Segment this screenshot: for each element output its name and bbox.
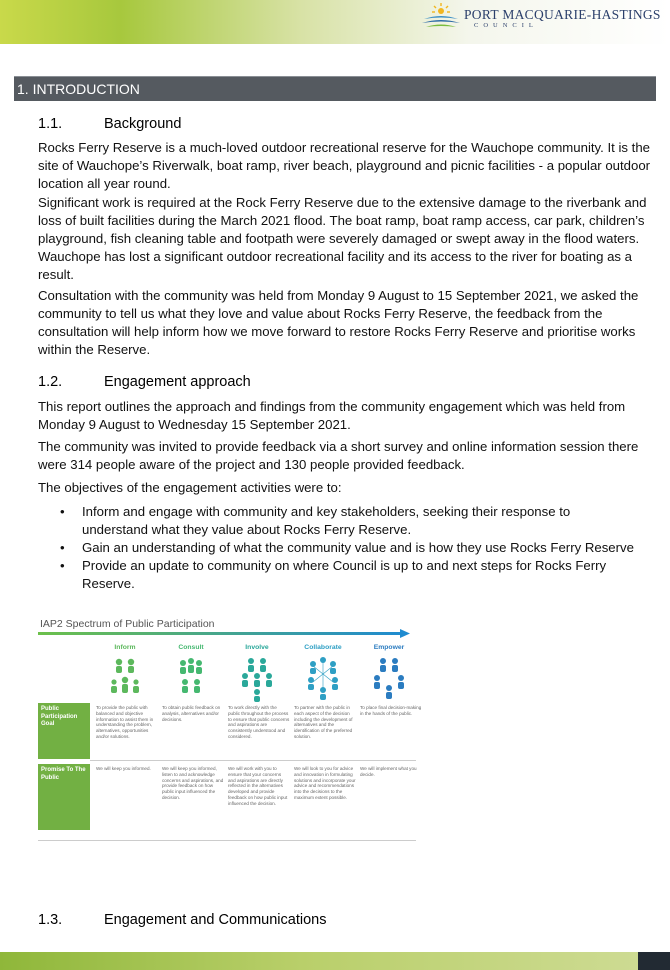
- iap2-title: IAP2 Spectrum of Public Participation: [40, 618, 215, 630]
- logo-sun-icon: [420, 2, 462, 30]
- goal-inform: To provide the public with balanced and objective information to assist them in understanding the problem, alternatives, opportunities and/or solutions.: [96, 705, 154, 739]
- promise-collaborate: We will look to you for advice and innovation in formulating solutions and incorporate your advice and recommendations into the decisions to the maximum extent possible.: [294, 766, 356, 800]
- heading-engagement-communications: [38, 912, 326, 928]
- heading-text: Background: [104, 116, 182, 132]
- list-item: • Gain an understanding of what the community value and is how they use Rocks Ferry Reserve: [38, 539, 638, 557]
- heading-text: Engagement approach: [104, 374, 251, 390]
- paragraph: The objectives of the engagement activities were to:: [38, 480, 342, 495]
- heading-number: 1.2.: [38, 374, 63, 390]
- level-consult: Consult: [178, 644, 204, 651]
- objectives-list: [38, 503, 638, 593]
- empower-people-icon: [374, 658, 404, 699]
- consult-people-icon: [180, 658, 202, 693]
- section-header-bar: [14, 76, 656, 101]
- iap2-arrow: [38, 629, 418, 639]
- collaborate-people-icon: [308, 657, 338, 700]
- paragraph: The community was invited to provide feedback via a short survey and online information session there were 314 people aware of the project and 130 people provided feedback.: [38, 439, 639, 472]
- promise-involve: We will work with you to ensure that your concerns and aspirations are directly reflected in the alternatives developed and provide feedback on how public input influenced the decision.: [228, 766, 288, 806]
- row-label-promise: Promise To The Public: [38, 764, 90, 830]
- goal-consult: To obtain public feedback on analysis, alternatives and/or decisions.: [162, 705, 221, 722]
- goal-empower: To place final decision-making in the hands of the public.: [360, 705, 422, 716]
- section-title: 1. INTRODUCTION: [17, 81, 140, 97]
- row-label-goal: Public Participation Goal: [38, 703, 90, 759]
- paragraph: This report outlines the approach and findings from the community engagement which was held from Monday 9 August to Wednesday 15 September 2021.: [38, 399, 626, 432]
- inform-people-icon: [111, 659, 139, 693]
- heading-number: 1.3.: [38, 912, 63, 928]
- logo-org-sub: COUNCIL: [474, 22, 538, 29]
- level-collaborate: Collaborate: [304, 644, 342, 651]
- level-involve: Involve: [245, 644, 269, 651]
- page-number-box: [638, 952, 670, 970]
- row-divider: [90, 760, 416, 761]
- promise-consult: We will keep you informed, listen to and acknowledge concerns and aspirations, and provide feedback on how public input influenced the decision.: [162, 766, 224, 800]
- people-icons: [38, 656, 418, 706]
- goal-collaborate: To partner with the public in each aspect of the decision including the development of alternatives and the identification of the preferred solution.: [294, 705, 353, 739]
- level-empower: Empower: [373, 644, 405, 651]
- logo-org-name: PORT MACQUARIE-HASTINGS: [464, 7, 661, 22]
- list-item: • Provide an update to community on where Council is up to and next steps for Rocks Ferry Reserve.: [38, 557, 638, 593]
- list-item: • Inform and engage with community and key stakeholders, seeking their response to understand what they value about Rocks Ferry Reserve.: [38, 503, 638, 539]
- row-divider: [38, 840, 416, 841]
- goal-involve: To work directly with the public throughout the process to ensure that public concerns and aspirations are consistently understood and considered.: [228, 705, 290, 739]
- heading-number: 1.1.: [38, 116, 63, 132]
- paragraph: Significant work is required at the Rock Ferry Reserve due to the extensive damage to the riverbank and loss of built facilities during the March 2021 flood. The boat ramp, boat ramp access, car park, children’s playground, fish cleaning table and footpath were severely damaged or swept away in the flood waters. Wauchope has lost a significant outdoor recreational facility and its access to the river for boating as a result.: [38, 195, 647, 282]
- footer-band: [0, 952, 670, 970]
- heading-background: [38, 116, 181, 132]
- promise-inform: We will keep you informed.: [96, 766, 151, 771]
- involve-people-icon: [242, 658, 272, 702]
- heading-text: Engagement and Communications: [104, 912, 327, 928]
- iap2-spectrum-figure: [38, 612, 422, 844]
- council-logo: [420, 2, 660, 32]
- paragraph: Rocks Ferry Reserve is a much-loved outdoor recreational reserve for the Wauchope community. It is the site of Wauchope’s Riverwalk, boat ramp, river beach, playground and picnic facilities - a popular outdoor location all year round.: [38, 140, 651, 191]
- level-inform: Inform: [114, 644, 136, 651]
- promise-empower: We will implement what you decide.: [360, 766, 417, 777]
- heading-engagement-approach: [38, 374, 251, 390]
- paragraph: Consultation with the community was held from Monday 9 August to 15 September 2021, we asked the community to tell us what they love and value about Rocks Ferry Reserve, the feedback from the consultation will help inform how we move forward to restore Rocks Ferry Reserve and prioritise works within the Reserve.: [38, 288, 639, 357]
